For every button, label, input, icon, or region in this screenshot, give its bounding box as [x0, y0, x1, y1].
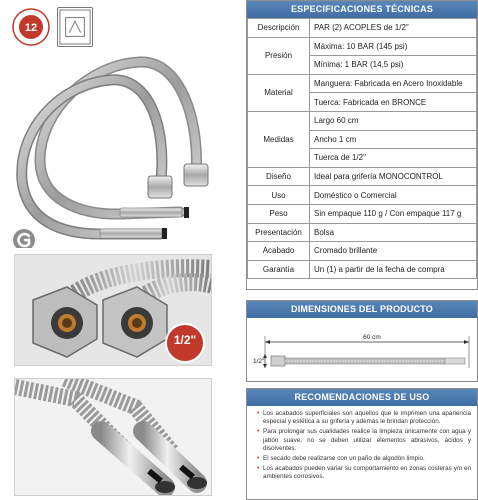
- spec-row: [248, 74, 477, 93]
- spec-label: Garantía: [248, 260, 310, 279]
- spec-row: [248, 186, 477, 205]
- spec-value: Ideal para grifería MONOCONTROL: [310, 167, 477, 186]
- recommendation-item: [257, 455, 471, 463]
- dimensions-panel: [246, 300, 478, 382]
- recommendations-title: RECOMENDACIONES DE USO: [247, 389, 477, 406]
- spec-value: Un (1) a partir de la fecha de compra: [310, 260, 477, 279]
- bullet-icon: •: [257, 410, 260, 417]
- hose-pair-photo: [0, 0, 238, 248]
- spec-row: [248, 204, 477, 223]
- spec-label: Presentación: [248, 223, 310, 242]
- spec-label: Medidas: [248, 111, 310, 167]
- bullet-icon: •: [257, 465, 260, 473]
- warranty-seal-number: 12: [24, 22, 38, 34]
- spec-value: Sin empaque 110 g / Con empaque 117 g: [310, 204, 477, 223]
- dimensions-title: DIMENSIONES DEL PRODUCTO: [247, 301, 477, 318]
- spec-value: Ancho 1 cm: [310, 130, 477, 149]
- spec-value: Tuerca de 1/2": [310, 149, 477, 168]
- spec-label: Diseño: [248, 167, 310, 186]
- recommendation-item: [257, 428, 471, 453]
- spec-row: [248, 19, 477, 38]
- spec-value: Largo 60 cm: [310, 111, 477, 130]
- spec-row: [248, 242, 477, 261]
- spec-value: Tuerca: Fabricada en BRONCE: [310, 93, 477, 112]
- spec-row: [248, 223, 477, 242]
- brand-g-logo-icon: [12, 228, 36, 248]
- spec-value: Manguera: Fabricada en Acero Inoxidable: [310, 74, 477, 93]
- bullet-icon: •: [257, 455, 260, 463]
- half-inch-badge-label: 1/2": [173, 333, 197, 347]
- recommendations-panel: [246, 388, 478, 500]
- warranty-seal-icon: [12, 8, 50, 46]
- spec-row: [248, 111, 477, 130]
- hose-dimension-drawing: [247, 318, 477, 382]
- spec-row: [248, 167, 477, 186]
- dimension-length-label: 60 cm: [347, 334, 397, 341]
- recommendation-text: Los acabados superficiales son aquellos que le imprimen una apariencia especial y estética a su grifería y además le brindan protección.: [263, 410, 471, 426]
- spec-value: Doméstico o Comercial: [310, 186, 477, 205]
- recommendation-text: Los acabados pueden variar su comportamiento en zonas costeras y/o en ambientes corrosivos.: [263, 465, 471, 481]
- recommendations-list: [247, 406, 477, 482]
- recommendation-text: El secado debe realizarse con un paño de algodón limpio.: [263, 455, 425, 463]
- recommendation-item: [257, 410, 471, 426]
- spec-value: Cromado brillante: [310, 242, 477, 261]
- technical-specs-title: ESPECIFICACIONES TÉCNICAS: [247, 1, 477, 18]
- spec-value: Mínima: 1 BAR (14,5 psi): [310, 56, 477, 75]
- spec-value: Bolsa: [310, 223, 477, 242]
- spec-row: [248, 37, 477, 56]
- product-photos: [0, 0, 238, 500]
- dimensions-diagram: [247, 318, 477, 382]
- technical-specs-panel: [246, 0, 478, 290]
- norm-certification-icon: [57, 7, 93, 47]
- technical-specs-table: [247, 18, 477, 279]
- spec-label: Presión: [248, 37, 310, 74]
- spec-value: Máxima: 10 BAR (145 psi): [310, 37, 477, 56]
- pipe-end-closeup-photo: [14, 378, 212, 496]
- spec-label: Descripción: [248, 19, 310, 38]
- recommendation-item: [257, 465, 471, 481]
- spec-row: [248, 260, 477, 279]
- bullet-icon: •: [257, 428, 260, 436]
- spec-label: Peso: [248, 204, 310, 223]
- spec-label: Uso: [248, 186, 310, 205]
- dimension-nut-label: 1/2": [253, 358, 265, 365]
- spec-label: Material: [248, 74, 310, 111]
- spec-label: Acabado: [248, 242, 310, 261]
- spec-value: PAR (2) ACOPLES de 1/2": [310, 19, 477, 38]
- recommendation-text: Para prolongar sus cualidades realice la limpieza únicamente con agua y jabón suave, no se deben utilizar elementos abrasivos, ácidos y disolventes.: [263, 428, 471, 452]
